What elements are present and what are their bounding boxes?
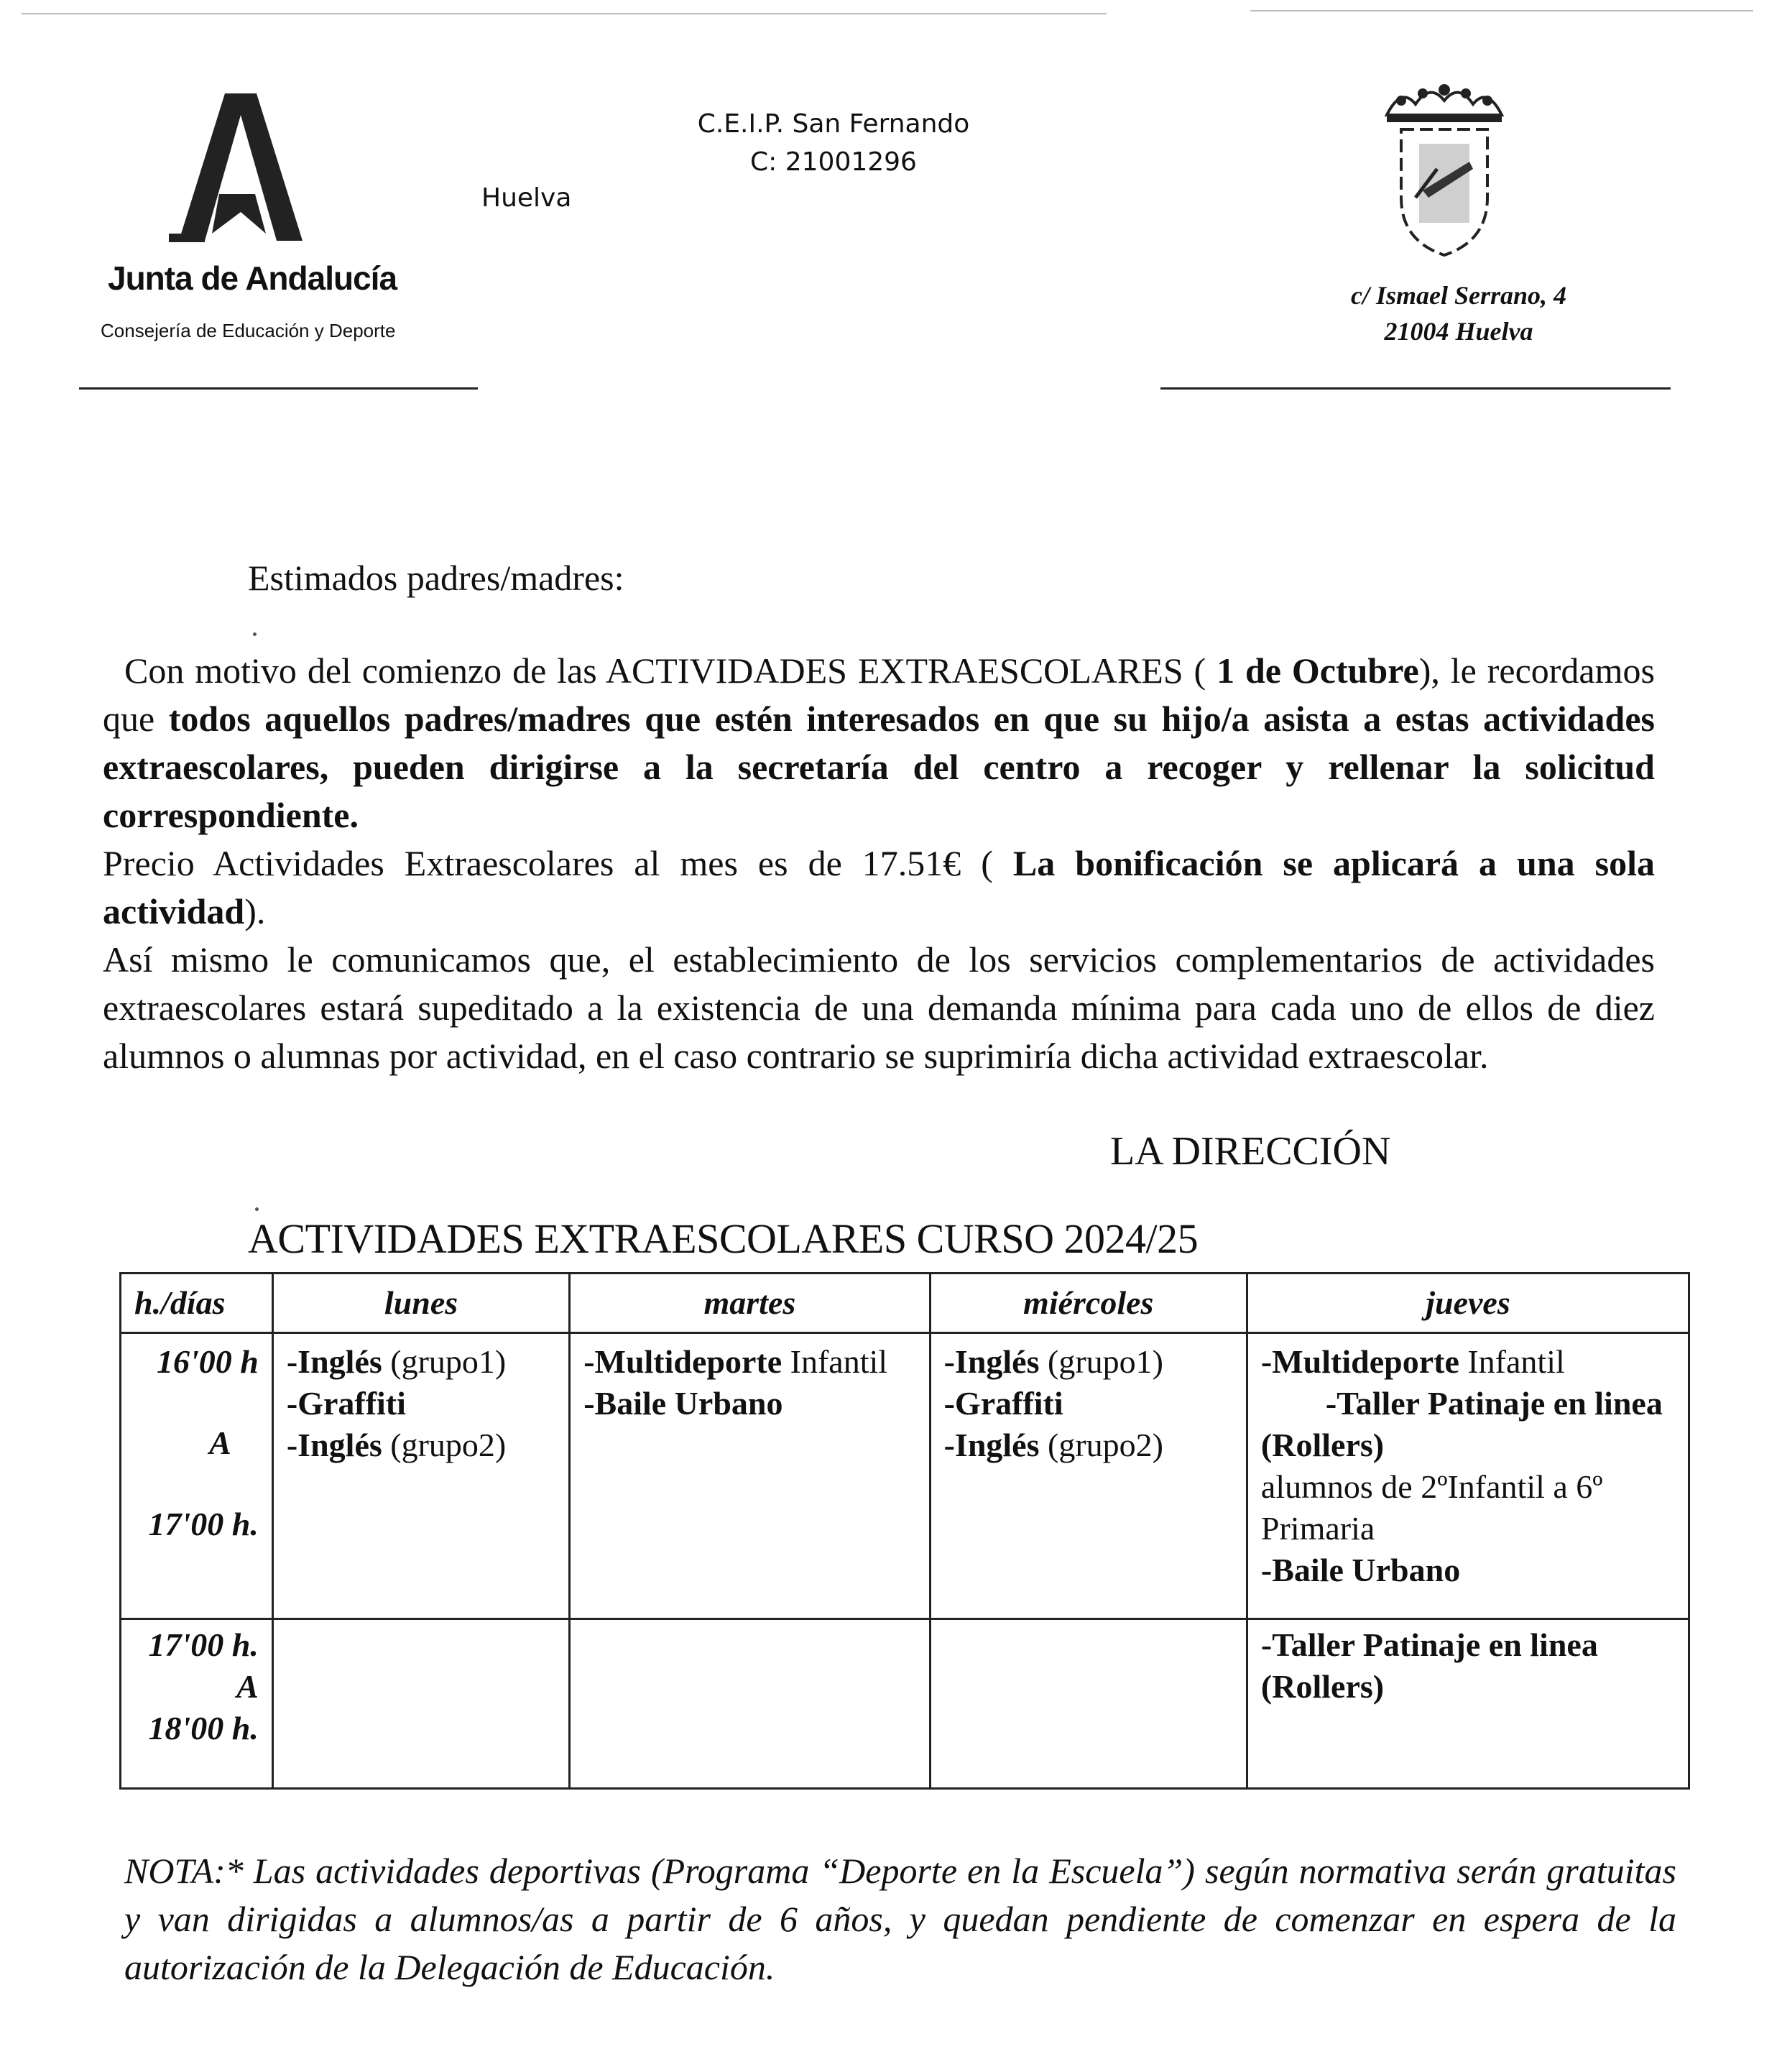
scan-edge-line — [1250, 10, 1753, 11]
discount-note: La bonificación se aplicará a una sola actividad — [103, 843, 1655, 931]
activity-name: -Taller Patinaje en linea (Rollers) — [1260, 1626, 1598, 1705]
activity-item — [944, 1424, 1233, 1466]
activity-name: -Multideporte — [1260, 1343, 1459, 1380]
activity-name: -Graffiti — [286, 1385, 406, 1422]
activity-item — [583, 1341, 915, 1383]
activity-name: -Inglés — [286, 1427, 382, 1463]
activity-item — [287, 1383, 555, 1424]
activity-name: -Baile Urbano — [583, 1385, 783, 1422]
activity-item — [287, 1341, 555, 1383]
activity-item — [1261, 1341, 1675, 1383]
header-hours-days: h./días — [121, 1274, 273, 1333]
activity-item — [287, 1424, 555, 1466]
scan-speck — [255, 1207, 259, 1211]
scan-edge-line — [22, 13, 1107, 14]
text-run: ). — [244, 891, 266, 931]
letter-greeting: Estimados padres/madres: — [248, 558, 624, 598]
cell-martes-17-18 — [570, 1619, 930, 1789]
school-crest-seal — [1372, 83, 1516, 262]
cell-jueves-16-17 — [1247, 1333, 1689, 1619]
school-code: C: 21001296 — [750, 147, 917, 177]
cell-lunes-17-18 — [272, 1619, 569, 1789]
time-start: 17'00 h. — [148, 1626, 259, 1663]
org-name: Junta de Andalucía — [108, 259, 397, 297]
city-label: Huelva — [481, 183, 572, 213]
activity-item — [1261, 1550, 1675, 1591]
time-end: 17'00 h. — [148, 1506, 259, 1542]
schedule-row-16-17 — [121, 1333, 1689, 1619]
school-address-street: c/ Ismael Serrano, 4 — [1350, 281, 1567, 310]
activity-group: (grupo2) — [382, 1427, 507, 1463]
time-separator: A — [209, 1424, 231, 1461]
activity-name: -Multideporte — [583, 1343, 782, 1380]
time-start: 16'00 h — [156, 1343, 259, 1380]
letter-paragraph-price — [103, 839, 1655, 936]
header-divider-left — [79, 387, 478, 390]
enrolment-instructions: todos aquellos padres/madres que estén interesados en que su hijo/a asista a estas actividades extraescolares, pueden dirigirse a la secretaría del centro a recoger y rellenar la solicitud correspondiente. — [103, 699, 1655, 835]
cell-martes-16-17 — [570, 1333, 930, 1619]
activity-group: Infantil — [1459, 1343, 1565, 1380]
time-end: 18'00 h. — [148, 1710, 259, 1746]
cell-miercoles-17-18 — [930, 1619, 1247, 1789]
header-jueves: jueves — [1247, 1274, 1689, 1333]
signature-la-direccion: LA DIRECCIÓN — [1110, 1129, 1391, 1174]
activity-name: -Inglés — [943, 1427, 1040, 1463]
junta-de-andalucia-logo — [169, 86, 305, 244]
cell-jueves-17-18 — [1247, 1619, 1689, 1789]
header-miercoles: miércoles — [930, 1274, 1247, 1333]
time-slot-16-17 — [121, 1333, 273, 1619]
activity-group: (grupo2) — [1039, 1427, 1163, 1463]
activity-name: -Baile Urbano — [1260, 1552, 1461, 1588]
cell-lunes-16-17 — [272, 1333, 569, 1619]
activity-audience: alumnos de 2ºInfantil a 6º Primaria — [1260, 1468, 1603, 1547]
letter-paragraph-enrolment — [103, 647, 1655, 839]
activity-name: -Taller Patinaje en linea (Rollers) — [1260, 1385, 1663, 1463]
org-department: Consejería de Educación y Deporte — [101, 320, 396, 341]
schedule-title: ACTIVIDADES EXTRAESCOLARES CURSO 2024/25 — [248, 1215, 1199, 1262]
activity-name: -Graffiti — [943, 1385, 1063, 1422]
schedule-row-17-18 — [121, 1619, 1689, 1789]
activity-group: (grupo1) — [1039, 1343, 1163, 1380]
schedule-table — [119, 1272, 1690, 1790]
activity-name: -Inglés — [286, 1343, 382, 1380]
cell-miercoles-16-17 — [930, 1333, 1247, 1619]
activity-group: Infantil — [782, 1343, 888, 1380]
footnote-text: NOTA:* Las actividades deportivas (Programa “Deporte en la Escuela”) según normativa serán gratuitas y van dirigidas a alumnos/as a partir de 6 años, y quedan pendiente de comenzar en espera de la autorización de la Delegación de Educación. — [124, 1851, 1676, 1987]
school-name: C.E.I.P. San Fernando — [697, 109, 970, 139]
text-run: Precio Actividades Extraescolares al mes es de 17.51€ ( — [103, 843, 1013, 883]
activity-item — [944, 1341, 1233, 1383]
header-martes: martes — [570, 1274, 930, 1333]
school-address-city: 21004 Huelva — [1384, 317, 1533, 346]
time-separator: A — [236, 1668, 259, 1705]
activity-name: -Inglés — [943, 1343, 1040, 1380]
start-date: 1 de Octubre — [1217, 650, 1419, 691]
header-divider-right — [1160, 387, 1671, 390]
activity-item — [583, 1383, 915, 1424]
scan-speck — [253, 632, 257, 636]
text-run: ), le recordamos que — [103, 650, 1655, 739]
activity-item — [1261, 1383, 1675, 1466]
letter-body — [103, 647, 1655, 1080]
time-slot-17-18 — [121, 1619, 273, 1789]
letter-paragraph-minimum-demand: Así mismo le comunicamos que, el establecimiento de los servicios complementarios de actividades extraescolares estará supeditado a la existencia de una demanda mínima para cada uno de ellos de diez alumnos o alumnas por actividad, en el caso contrario se suprimiría dicha actividad extraescolar. — [103, 939, 1655, 1076]
text-run: Con motivo del comienzo de las ACTIVIDADES EXTRAESCOLARES ( — [124, 650, 1217, 691]
activity-item — [944, 1383, 1233, 1424]
footnote — [124, 1847, 1676, 1992]
header-lunes: lunes — [272, 1274, 569, 1333]
activity-group: (grupo1) — [382, 1343, 507, 1380]
schedule-header-row — [121, 1274, 1689, 1333]
